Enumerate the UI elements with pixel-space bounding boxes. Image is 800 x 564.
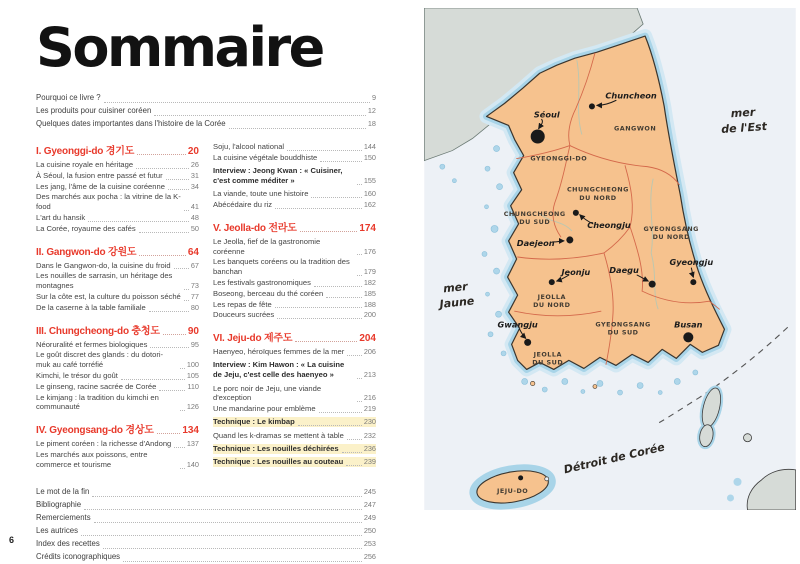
toc-section-heading — [36, 142, 199, 157]
toc-section-heading — [36, 421, 199, 436]
dotted-leader — [103, 548, 362, 549]
toc-item-label: Les repas de fête — [213, 299, 272, 309]
toc-section — [36, 243, 199, 313]
province-label-jeolla-nord: JEOLLA DU NORD — [533, 293, 571, 310]
dotted-leader — [184, 210, 189, 211]
province-label-jeju: JEJU-DO — [496, 486, 529, 495]
toc-item-label: De la caserne à la table familiale — [36, 302, 146, 312]
toc-item-page: 219 — [363, 404, 376, 414]
dotted-leader — [180, 368, 185, 369]
dotted-leader — [357, 401, 362, 402]
toc-item — [213, 444, 376, 454]
toc-item-page: 256 — [363, 551, 376, 561]
dotted-leader — [104, 102, 370, 103]
toc-item — [36, 393, 199, 413]
toc-section-page: 20 — [187, 145, 199, 157]
toc-item — [36, 182, 199, 192]
table-of-contents — [36, 16, 376, 564]
dotted-leader — [357, 275, 362, 276]
toc-item-page: 179 — [363, 267, 376, 277]
dotted-leader — [347, 439, 362, 440]
toc-item-label: Le porc noir de Jeju, une viande d'exception — [213, 383, 322, 403]
dotted-leader — [136, 168, 189, 169]
toc-item-page: 126 — [186, 402, 199, 412]
dotted-leader — [319, 412, 362, 413]
toc-item-label: Remerciements — [36, 512, 91, 522]
toc-item — [213, 189, 376, 199]
toc-item-group — [213, 142, 376, 210]
dotted-leader — [346, 465, 362, 466]
toc-item — [213, 289, 376, 299]
chuncheon-dot — [589, 103, 595, 109]
gwangju-dot — [524, 339, 531, 346]
sea-label-strait: Détroit de Corée — [562, 440, 666, 477]
province-label-gyeongsang-nord: GYEONGSANG DU NORD — [643, 224, 699, 241]
dotted-leader — [184, 300, 189, 301]
toc-item-page: 137 — [186, 439, 199, 449]
toc-item-label: Le mot de la fin — [36, 486, 90, 496]
dotted-leader — [300, 231, 358, 232]
dotted-leader — [357, 254, 362, 255]
dotted-leader — [180, 410, 185, 411]
dotted-leader — [159, 390, 185, 391]
toc-item-label: Dans le Gangwon-do, la cuisine du froid — [36, 260, 171, 270]
toc-item-page: 77 — [190, 291, 199, 301]
toc-item-label: Technique : Les nouilles déchirées — [213, 444, 339, 453]
city-label-busan: Busan — [674, 319, 703, 330]
toc-item — [36, 213, 199, 223]
dotted-leader — [326, 297, 362, 298]
toc-section-title: V. Jeolla-do 전라도 — [213, 222, 297, 234]
city-label-cheongju: Cheongju — [587, 219, 631, 230]
toc-item-label: Les autrices — [36, 525, 79, 535]
toc-item-label: L'art du hansik — [36, 212, 86, 222]
toc-item-page: 160 — [363, 189, 376, 199]
province-label-gangwon: GANGWON — [613, 124, 657, 133]
toc-item-label: Crédits iconographiques — [36, 551, 121, 561]
toc-section-title: II. Gangwon-do 강원도 — [36, 246, 137, 258]
toc-columns — [36, 142, 376, 479]
toc-item — [36, 340, 199, 350]
city-label-daegu: Daegu — [609, 265, 639, 276]
toc-item-label: Le Jeolla, fief de la gastronomie coréenne — [213, 236, 321, 256]
sea-label-east: merde l'Est — [720, 105, 768, 137]
toc-item-page: 213 — [363, 370, 376, 380]
intro-list — [36, 92, 376, 130]
toc-item — [36, 382, 199, 392]
dotted-leader — [163, 334, 186, 335]
intro-item — [36, 92, 376, 104]
toc-item-page: 232 — [363, 430, 376, 440]
sea-label-west: merJaune — [439, 279, 475, 311]
toc-section — [36, 322, 199, 413]
jeonju-dot — [549, 279, 555, 285]
toc-item — [36, 450, 199, 470]
toc-section-page: 134 — [182, 425, 199, 437]
toc-item-label: Les jang, l'âme de la cuisine coréenne — [36, 181, 165, 191]
toc-item-label: Index des recettes — [36, 538, 100, 548]
toc-item-label: La viande, toute une histoire — [213, 189, 309, 199]
seoul-dot — [531, 129, 545, 143]
intro-item — [36, 118, 376, 130]
toc-item — [36, 271, 199, 291]
toc-item-page: 18 — [367, 118, 376, 128]
outro-item — [36, 486, 376, 498]
toc-item — [213, 153, 376, 163]
toc-item — [213, 200, 376, 210]
toc-item — [213, 417, 376, 427]
toc-item — [213, 142, 376, 152]
toc-item — [213, 457, 376, 467]
dotted-leader — [295, 341, 357, 342]
toc-item-page: 206 — [363, 347, 376, 357]
dotted-leader — [180, 468, 185, 469]
toc-item-label: La cuisine végétale bouddhiste — [213, 152, 318, 162]
toc-item — [213, 166, 376, 186]
dotted-leader — [275, 208, 362, 209]
toc-item-page: 250 — [363, 525, 376, 535]
toc-item-label: Quelques dates importantes dans l'histoire de la Corée — [36, 118, 226, 128]
outro-item — [36, 512, 376, 524]
toc-section-page: 204 — [359, 333, 376, 345]
toc-item-page: 176 — [363, 246, 376, 256]
toc-item-page: 105 — [186, 370, 199, 380]
toc-item — [36, 303, 199, 313]
toc-item — [36, 224, 199, 234]
toc-item-label: Des marchés aux pocha : la vitrine de la K-food — [36, 192, 181, 212]
toc-item-page: 9 — [371, 92, 376, 102]
dotted-leader — [184, 289, 189, 290]
toc-item-page: 200 — [363, 310, 376, 320]
toc-item-label: Les marchés aux poissons, entre commerce et tourisme — [36, 449, 148, 469]
toc-item-label: Néoruralité et fermes biologiques — [36, 339, 148, 349]
daejeon-dot — [566, 236, 573, 243]
dotted-leader — [342, 452, 362, 453]
province-label-chungcheong-nord: CHUNGCHEONG DU NORD — [566, 185, 629, 202]
toc-item-page: 67 — [190, 260, 199, 270]
dotted-leader — [92, 496, 362, 497]
toc-item — [36, 350, 199, 370]
toc-item — [36, 371, 199, 381]
dotted-leader — [298, 425, 362, 426]
dotted-leader — [166, 179, 189, 180]
dotted-leader — [121, 379, 185, 380]
toc-item-label: La cuisine royale en héritage — [36, 159, 134, 169]
toc-item-page: 182 — [363, 277, 376, 287]
toc-item-label: Pourquoi ce livre ? — [36, 92, 101, 102]
busan-dot — [683, 332, 693, 342]
toc-item-label: Les nouilles de sarrasin, un héritage des montagnes — [36, 271, 173, 291]
toc-item — [213, 257, 376, 277]
toc-section — [36, 421, 199, 469]
toc-item-label: Le piment coréen : la richesse d'Andong — [36, 439, 172, 449]
toc-item — [36, 439, 199, 449]
dotted-leader — [123, 561, 362, 562]
toc-item-page: 95 — [190, 339, 199, 349]
dotted-leader — [94, 522, 362, 523]
city-label-jeonju: Jeonju — [561, 267, 591, 278]
toc-item-page: 239 — [363, 457, 376, 467]
toc-item-page: 236 — [363, 444, 376, 453]
toc-item-page: 155 — [363, 175, 376, 185]
toc-section-title: III. Chungcheong-do 충청도 — [36, 325, 160, 337]
toc-section — [36, 142, 199, 234]
dotted-leader — [154, 115, 366, 116]
toc-item-label: Technique : Le kimbap — [213, 417, 295, 427]
toc-item — [213, 404, 376, 414]
toc-section-page: 64 — [187, 246, 199, 258]
toc-item-page: 41 — [190, 202, 199, 212]
toc-item-page: 31 — [190, 170, 199, 180]
dotted-leader — [347, 355, 362, 356]
toc-item — [213, 384, 376, 404]
toc-item-label: Les festivals gastronomiques — [213, 277, 311, 287]
outro-list — [36, 486, 376, 564]
toc-item-label: Quand les k-dramas se mettent à table — [213, 430, 344, 440]
toc-item-label: Bibliographie — [36, 499, 82, 509]
outro-item — [36, 525, 376, 537]
toc-item — [213, 300, 376, 310]
jeju-city-dot — [518, 475, 523, 480]
toc-item — [213, 431, 376, 441]
dotted-leader — [139, 255, 186, 256]
toc-section — [213, 329, 376, 467]
toc-section-title: I. Gyeonggi-do 경기도 — [36, 145, 135, 157]
dotted-leader — [88, 221, 189, 222]
toc-item-label: Kimchi, le trésor du goût — [36, 370, 118, 380]
toc-item-page: 34 — [190, 181, 199, 191]
toc-item — [213, 310, 376, 320]
toc-item-page: 73 — [190, 281, 199, 291]
toc-item — [213, 237, 376, 257]
dotted-leader — [168, 189, 189, 190]
toc-item-page: 150 — [363, 152, 376, 162]
toc-item-page: 230 — [363, 417, 376, 427]
toc-item-label: Les banquets coréens ou la tradition des banchan — [213, 257, 350, 277]
dotted-leader — [137, 154, 186, 155]
dotted-leader — [277, 318, 362, 319]
province-label-jeolla-sud: JEOLLA DU SUD — [532, 350, 564, 367]
toc-section-heading — [213, 219, 376, 234]
outro-item — [36, 551, 376, 563]
province-label-gyeongsang-sud: GYEONGSANG DU SUD — [595, 320, 651, 337]
toc-item-page: 253 — [363, 538, 376, 548]
toc-section-page: 174 — [359, 222, 376, 234]
toc-item-label: Le ginseng, racine sacrée de Corée — [36, 381, 157, 391]
dotted-leader — [229, 128, 366, 129]
toc-section-title: IV. Gyeongsang-do 경상도 — [36, 425, 154, 437]
dotted-leader — [314, 286, 362, 287]
toc-item-page: 247 — [363, 499, 376, 509]
toc-item-page: 26 — [190, 159, 199, 169]
toc-item — [36, 192, 199, 212]
toc-item-label: Soju, l'alcool national — [213, 141, 285, 151]
toc-item-label: Interview : Kim Hawon : « La cuisine de Jeju, c'est celle des haenyeo » — [213, 360, 345, 380]
toc-item-page: 12 — [367, 105, 376, 115]
toc-item-label: Technique : Les nouilles au couteau — [213, 457, 344, 467]
intro-item — [36, 105, 376, 117]
dotted-leader — [81, 535, 362, 536]
page-title: Sommaire — [36, 16, 323, 79]
city-label-seoul: Séoul — [533, 109, 560, 120]
toc-item-label: Le goût discret des glands : du dotori-muk au café torréfié — [36, 350, 164, 370]
toc-item-page: 110 — [187, 381, 199, 391]
toc-item-label: La Corée, royaume des cafés — [36, 223, 136, 233]
korea-map — [424, 8, 796, 510]
toc-item-page: 144 — [363, 141, 376, 151]
toc-item-label: Haenyeo, héroïques femmes de la mer — [213, 347, 345, 357]
toc-item — [36, 292, 199, 302]
toc-item-page: 140 — [186, 459, 199, 469]
toc-item — [36, 160, 199, 170]
toc-item-label: Abécédaire du riz — [213, 199, 273, 209]
outro-item — [36, 538, 376, 550]
city-label-gyeongju: Gyeongju — [669, 257, 714, 268]
toc-section-heading — [36, 322, 199, 337]
dotted-leader — [357, 378, 362, 379]
dotted-leader — [139, 232, 189, 233]
toc-item — [36, 261, 199, 271]
folio-page-number: 6 — [9, 535, 15, 545]
dotted-leader — [287, 150, 362, 151]
city-label-gwangju: Gwangju — [497, 319, 538, 330]
toc-item-page: 80 — [190, 302, 199, 312]
city-label-chuncheon: Chuncheon — [605, 90, 657, 101]
toc-item-page: 249 — [363, 512, 376, 522]
dotted-leader — [174, 447, 185, 448]
dotted-leader — [157, 433, 181, 434]
toc-item-label: Une mandarine pour emblème — [213, 404, 316, 414]
toc-item-label: Boseong, berceau du thé coréen — [213, 288, 324, 298]
toc-item-page: 48 — [190, 212, 199, 222]
toc-item-label: Douceurs sucrées — [213, 310, 275, 320]
toc-section-title: VI. Jeju-do 제주도 — [213, 333, 293, 345]
city-label-daejeon: Daejeon — [516, 237, 555, 248]
toc-item — [213, 278, 376, 288]
dotted-leader — [357, 184, 362, 185]
dotted-leader — [320, 161, 362, 162]
province-label-chungcheong-sud: CHUNGCHEONG DU SUD — [503, 209, 566, 226]
toc-item — [213, 360, 376, 380]
toc-item-page: 188 — [363, 299, 376, 309]
toc-item-label: Sur la côte est, la culture du poisson séché — [36, 291, 181, 301]
toc-item-page: 185 — [363, 288, 376, 298]
daegu-dot — [649, 281, 656, 288]
toc-section-heading — [36, 243, 199, 258]
toc-column-right — [213, 142, 376, 476]
toc-item-page: 162 — [363, 199, 376, 209]
toc-item-label: Interview : Jeong Kwan : « Cuisiner, c'est comme méditer » — [213, 166, 343, 185]
toc-item-page: 216 — [363, 393, 376, 403]
dotted-leader — [174, 268, 189, 269]
outro-item — [36, 499, 376, 511]
toc-column-left — [36, 142, 199, 479]
dotted-leader — [84, 509, 362, 510]
toc-item-page: 100 — [186, 360, 199, 370]
toc-item-page: 50 — [190, 223, 199, 233]
toc-section-heading — [213, 329, 376, 344]
dotted-leader — [275, 307, 362, 308]
gyeongju-dot — [690, 279, 696, 285]
toc-item-label: À Séoul, la fusion entre passé et futur — [36, 170, 163, 180]
toc-section-page: 90 — [187, 325, 199, 337]
dotted-leader — [311, 197, 361, 198]
cheongju-dot — [573, 210, 579, 216]
toc-section — [213, 219, 376, 320]
toc-item — [36, 171, 199, 181]
dotted-leader — [149, 311, 189, 312]
toc-item — [213, 347, 376, 357]
dotted-leader — [150, 347, 188, 348]
toc-item-label: Le kimjang : la tradition du kimchi en communauté — [36, 392, 159, 412]
toc-item-page: 245 — [363, 486, 376, 496]
toc-item-label: Les produits pour cuisiner coréen — [36, 105, 152, 115]
province-label-gyeonggi: GYEONGGI-DO — [530, 154, 588, 163]
